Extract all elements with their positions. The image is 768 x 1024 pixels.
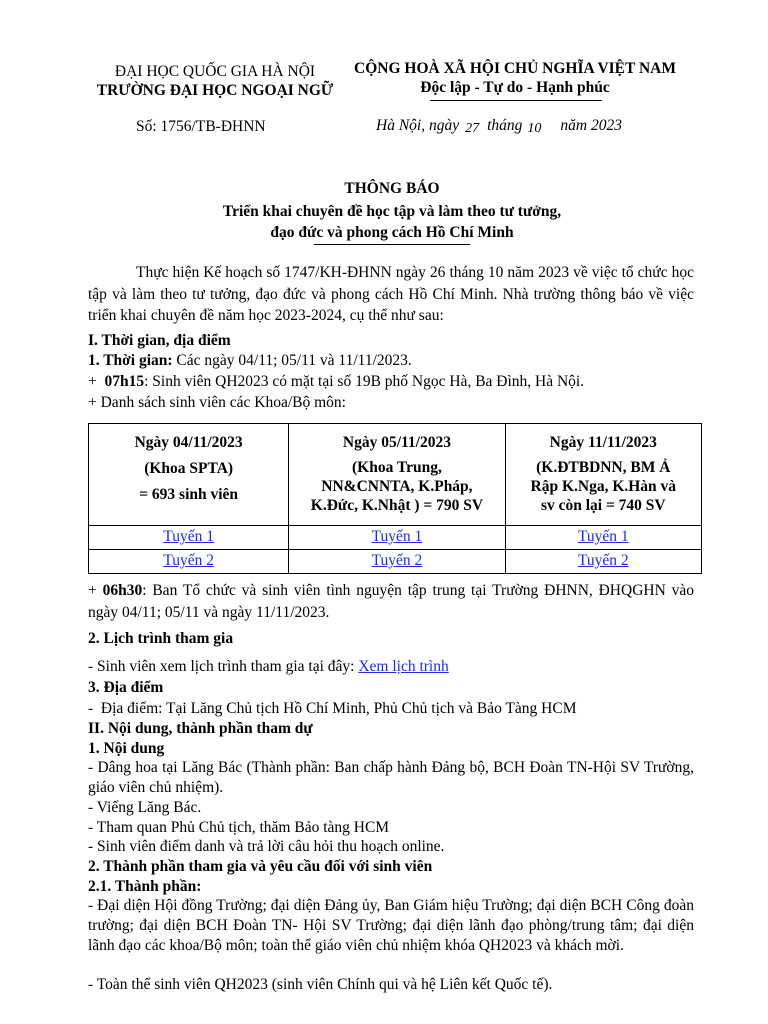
schedule-col-3 [505,424,701,526]
col-1-line-2: = 693 sinh viên [139,486,239,503]
col-1-line-1: (Khoa SPTA) [144,460,234,477]
participants-paragraph: - Đại diện Hội đồng Trường; đại diện Đảng ủy, Ban Giám hiệu Trường; đại diện BCH Công đoàn trường; đại diện BCH Đoàn TN- Hội SV Trường; đại diện lãnh đạo phòng/trung tâm; đại diện lãnh đạo các khoa/Bộ môn; toàn thể giáo viên chủ nhiệm khóa QH2023 và khách mời. [88,897,694,954]
route-2-link-day-2[interactable]: Tuyến 2 [371,552,423,569]
doc-number: Số: 1756/TB-ĐHNN [136,118,266,135]
schedule-line [88,657,449,677]
col-2-line-1: (Khoa Trung, [351,459,442,476]
schedule-col-1 [89,424,289,526]
section-1-heading: I. Thời gian, địa điểm [88,332,231,349]
view-schedule-link[interactable]: Xem lịch trình [358,658,449,675]
route-2-link-day-3[interactable]: Tuyến 2 [577,552,629,569]
route-1-link-day-2[interactable]: Tuyến 1 [371,528,423,545]
route-1-link-day-1[interactable]: Tuyến 1 [163,528,214,545]
date-day: 27 [465,121,480,136]
time-line [88,351,412,371]
arrival-prefix: + [88,373,105,390]
content-item-1: - Dâng hoa tại Lăng Bác (Thành phần: Ban chấp hành Đảng bộ, BCH Đoàn TN-Hội SV Trường, giáo viên chủ nhiệm). [88,759,694,796]
date-prefix: Hà Nội, ngày [376,117,460,134]
student-list-line: + Danh sách sinh viên các Khoa/Bộ môn: [88,394,346,411]
participants-heading: 2. Thành phần tham gia và yêu cầu đối với sinh viên [88,858,433,875]
content-item-3: - Tham quan Phủ Chủ tịch, thăm Bảo tàng HCM [88,819,390,836]
schedule-row-route-2 [89,550,702,574]
arrival-text: : Sinh viên QH2023 có mặt tại số 19B phố Ngọc Hà, Ba Đình, Hà Nội. [144,373,585,390]
gather-prefix: + [88,582,103,599]
route-1-cell [89,526,289,550]
title-underline [314,244,470,245]
notice-subtitle-1: Triển khai chuyên đề học tập và làm theo tư tưởng, [222,203,562,220]
time-text: Các ngày 04/11; 05/11 và 11/11/2023. [172,352,412,369]
col-2-date: Ngày 05/11/2023 [342,434,451,451]
schedule-heading: 2. Lịch trình tham gia [88,630,234,647]
route-2-cell [89,550,289,574]
notice-subtitle-2: đạo đức và phong cách Hồ Chí Minh [270,224,514,241]
students-line: - Toàn thể sinh viên QH2023 (sinh viên Chính qui và hệ Liên kết Quốc tế). [88,976,553,993]
location-text: - Địa điểm: Tại Lăng Chủ tịch Hồ Chí Minh, Phủ Chủ tịch và Bảo Tàng HCM [88,700,577,717]
date-year: năm 2023 [560,117,622,134]
participants-subheading: 2.1. Thành phần: [88,878,202,895]
route-2-cell [289,550,505,574]
gather-paragraph [88,580,694,623]
motto-underline [430,100,602,101]
route-2-link-day-1[interactable]: Tuyến 2 [163,552,214,569]
gather-text: : Ban Tổ chức và sinh viên tình nguyện tập trung tại Trường ĐHNN, ĐHQGHN vào ngày 04/11; 05/11 và ngày 11/11/2023. [88,582,694,621]
col-1-date: Ngày 04/11/2023 [134,434,243,451]
arrival-line [88,372,584,392]
col-2-line-3: K.Đức, K.Nhật ) = 790 SV [310,497,484,514]
route-1-cell [505,526,701,550]
content-item-2: - Viếng Lăng Bác. [88,799,202,816]
date-month: 10 [527,121,542,136]
col-3-line-3: sv còn lại = 740 SV [540,497,666,514]
notice-title: THÔNG BÁO [344,180,440,197]
time-label: 1. Thời gian: [88,352,173,369]
col-3-line-1: (K.ĐTBDNN, BM Ả [536,459,671,476]
part-2-heading: II. Nội dung, thành phần tham dự [88,720,313,737]
motto: Độc lập - Tự do - Hạnh phúc [420,79,610,96]
col-3-date: Ngày 11/11/2023 [549,434,657,451]
date-month-label: tháng [487,117,523,134]
route-2-cell [505,550,701,574]
col-3-line-2: Rập K.Nga, K.Hàn và [530,478,677,495]
org-school: TRƯỜNG ĐẠI HỌC NGOẠI NGỮ [96,82,334,99]
col-2-line-2: NN&CNNTA, K.Pháp, [321,478,473,495]
schedule-text: - Sinh viên xem lịch trình tham gia tại đây: [88,658,359,675]
issue-date [376,117,622,135]
content-item-4: - Sinh viên điểm danh và trả lời câu hỏi thu hoạch online. [88,838,445,855]
route-1-link-day-3[interactable]: Tuyến 1 [577,528,629,545]
schedule-row-route-1 [89,526,702,550]
schedule-header-row [89,424,702,526]
schedule-table [88,423,702,574]
location-heading: 3. Địa điểm [88,679,164,696]
gather-time: 06h30 [102,582,143,599]
route-1-cell [289,526,505,550]
country-name: CỘNG HOÀ XÃ HỘI CHỦ NGHĨA VIỆT NAM [354,60,676,77]
schedule-col-2 [289,424,505,526]
content-heading: 1. Nội dung [88,740,165,757]
intro-paragraph: Thực hiện Kế hoạch số 1747/KH-ĐHNN ngày 26 tháng 10 năm 2023 về việc tổ chức học tập và làm theo tư tưởng, đạo đức và phong cách Hồ Chí Minh. Nhà trường thông báo về việc triển khai chuyên đề năm học 2023-2024, cụ thể như sau: [88,264,694,324]
arrival-time: 07h15 [104,373,145,390]
org-top: ĐẠI HỌC QUỐC GIA HÀ NỘI [114,63,316,80]
